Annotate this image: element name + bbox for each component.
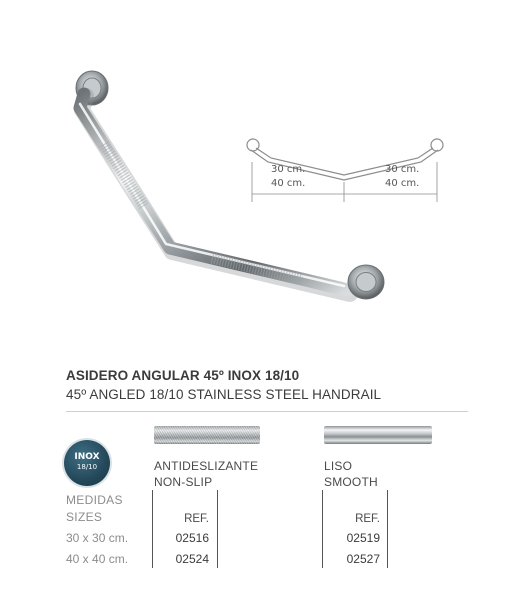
- ref-header-smooth: REF.: [355, 513, 380, 525]
- nonslip-bar-sample: [154, 426, 260, 444]
- ref-02516: 02516: [175, 531, 209, 545]
- col-nonslip-label-en: NON-SLIP: [154, 475, 213, 489]
- sizes-label-en: SIZES: [66, 510, 103, 524]
- right-dim-30: 30 cm.: [385, 164, 420, 175]
- col-separator-left-1: [152, 490, 153, 568]
- smooth-bar-sample: [324, 426, 432, 444]
- left-dim-40: 40 cm.: [271, 178, 306, 189]
- size-30x30: 30 x 30 cm.: [66, 531, 129, 545]
- product-title-en: 45º ANGLED 18/10 STAINLESS STEEL HANDRAIL: [66, 387, 382, 402]
- col-separator-left-2: [217, 490, 218, 568]
- ref-02527: 02527: [346, 552, 380, 566]
- dimension-diagram: [238, 128, 450, 208]
- ref-header-nonslip: REF.: [184, 513, 209, 525]
- product-title-es: ASIDERO ANGULAR 45º INOX 18/10: [66, 368, 300, 383]
- sizes-label-es: MEDIDAS: [66, 493, 123, 507]
- badge-line2: 18/10: [76, 463, 98, 471]
- size-40x40: 40 x 40 cm.: [66, 552, 129, 566]
- col-smooth-label-en: SMOOTH: [324, 475, 378, 489]
- title-divider: [66, 411, 468, 412]
- badge-line1: INOX: [74, 452, 100, 462]
- left-dim-30: 30 cm.: [271, 164, 306, 175]
- inox-badge: [64, 440, 110, 486]
- ref-02519: 02519: [346, 531, 380, 545]
- col-smooth-label-es: LISO: [324, 459, 353, 473]
- col-nonslip-label-es: ANTIDESLIZANTE: [154, 459, 259, 473]
- right-dim-40: 40 cm.: [385, 178, 420, 189]
- col-separator-right-1: [322, 490, 323, 568]
- col-separator-right-2: [387, 490, 388, 568]
- ref-02524: 02524: [175, 552, 209, 566]
